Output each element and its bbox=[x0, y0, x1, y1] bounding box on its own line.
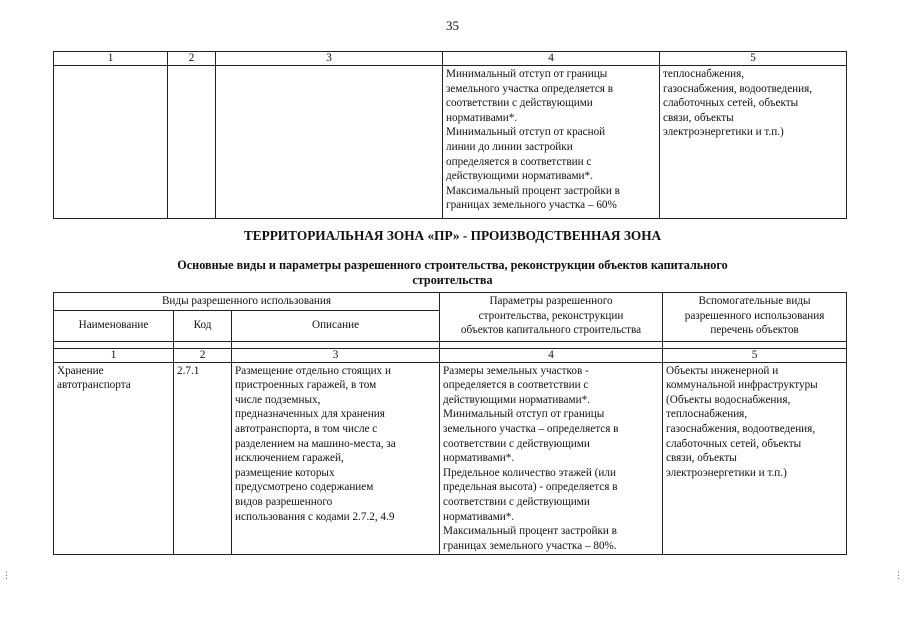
text-line: использования с кодами 2.7.2, 4.9 bbox=[235, 510, 395, 523]
text-line: газоснабжения, водоотведения, bbox=[666, 422, 816, 435]
text-line: нормативами*. bbox=[446, 111, 518, 124]
subtitle-line: Основные виды и параметры разрешенного строительства, реконструкции объектов капитального bbox=[177, 258, 728, 272]
text-line: числе подземных, bbox=[235, 393, 321, 406]
use-code-cell: 2.7.1 bbox=[174, 362, 232, 555]
column-number-row bbox=[54, 52, 847, 66]
text-line: электроэнергетики и т.п.) bbox=[666, 466, 787, 479]
col-number-5: 5 bbox=[660, 52, 847, 66]
text-line: видов разрешенного bbox=[235, 495, 333, 508]
text-line: размещение которых bbox=[235, 466, 335, 479]
text-line: автотранспорта, в том числе с bbox=[235, 422, 378, 435]
header-auxiliary bbox=[663, 293, 847, 342]
text-line: теплоснабжения, bbox=[663, 68, 745, 80]
subtitle-line: строительства bbox=[412, 273, 493, 287]
zone-title: ТЕРРИТОРИАЛЬНАЯ ЗОНА «ПР» - ПРОИЗВОДСТВЕННАЯ ЗОНА bbox=[243, 228, 662, 243]
text-line: автотранспорта bbox=[57, 379, 131, 392]
text-line: разделением на машино-места, за bbox=[235, 437, 396, 450]
header-use-types: Виды разрешенного использования bbox=[54, 293, 440, 311]
col-number-3: 3 bbox=[216, 52, 443, 66]
text-line: линии до линии застройки bbox=[446, 140, 573, 153]
spacer-row bbox=[54, 341, 847, 348]
text-line: соответствии с действующими bbox=[443, 437, 590, 450]
text-line: электроэнергетики и т.п.) bbox=[663, 126, 784, 139]
text-line: определяется в соответствии с bbox=[443, 379, 589, 392]
table-row bbox=[54, 362, 847, 555]
text-line: соответствии с действующими bbox=[446, 97, 593, 110]
text-line: действующими нормативами*. bbox=[443, 393, 590, 406]
use-name-cell bbox=[54, 362, 174, 555]
text-line: нормативами*. bbox=[443, 510, 515, 523]
scan-edge-mark-left: ⋮ bbox=[2, 570, 11, 580]
empty-cell bbox=[168, 66, 216, 219]
text-line: связи, объекты bbox=[666, 452, 737, 465]
col-number-1: 1 bbox=[54, 348, 174, 362]
col-number-2: 2 bbox=[174, 348, 232, 362]
spacer-cell bbox=[54, 341, 174, 348]
header-code: Код bbox=[174, 310, 232, 341]
permitted-use-table bbox=[53, 292, 847, 555]
use-description-cell bbox=[232, 362, 440, 555]
text-line: Объекты инженерной и bbox=[666, 364, 779, 377]
text-line: предназначенных для хранения bbox=[235, 408, 385, 421]
header-line: строительства, реконструкции bbox=[478, 309, 624, 322]
header-line: разрешенного использования bbox=[684, 309, 825, 322]
empty-cell bbox=[54, 66, 168, 219]
text-line: земельного участка – определяется в bbox=[443, 422, 619, 435]
spacer-cell bbox=[663, 341, 847, 348]
text-line: действующими нормативами*. bbox=[446, 170, 593, 183]
text-line: предельная высота) - определяется в bbox=[443, 481, 618, 494]
text-line: Размещение отдельно стоящих и bbox=[235, 364, 391, 377]
params-cell bbox=[443, 66, 660, 219]
use-parameters-cell bbox=[440, 362, 663, 555]
text-line: нормативами*. bbox=[443, 452, 515, 465]
spacer-cell bbox=[440, 341, 663, 348]
table-row bbox=[54, 66, 847, 219]
text-line: предусмотрено содержанием bbox=[235, 481, 374, 494]
header-row bbox=[54, 293, 847, 311]
section-subtitle bbox=[60, 258, 845, 288]
text-line: (Объекты водоснабжения, bbox=[666, 393, 791, 406]
text-line: Минимальный отступ от границы bbox=[446, 68, 608, 80]
text-line: слаботочных сетей, объекты bbox=[666, 437, 802, 450]
text-line: газоснабжения, водоотведения, bbox=[663, 82, 813, 95]
text-line: теплоснабжения, bbox=[666, 408, 748, 421]
text-line: слаботочных сетей, объекты bbox=[663, 97, 799, 110]
spacer-cell bbox=[232, 341, 440, 348]
text-line: земельного участка определяется в bbox=[446, 82, 614, 95]
header-name: Наименование bbox=[54, 310, 174, 341]
text-line: Минимальный отступ от красной bbox=[446, 126, 606, 139]
continuation-table bbox=[53, 51, 847, 219]
header-description: Описание bbox=[232, 310, 440, 341]
text-line: границах земельного участка – 60% bbox=[446, 199, 617, 212]
col-number-4: 4 bbox=[440, 348, 663, 362]
header-line: Параметры разрешенного bbox=[489, 295, 613, 307]
text-line: Хранение bbox=[57, 364, 104, 377]
column-number-row bbox=[54, 348, 847, 362]
page-number: 35 bbox=[446, 18, 459, 33]
text-line: Размеры земельных участков - bbox=[443, 364, 589, 377]
header-line: Вспомогательные виды bbox=[698, 295, 811, 307]
aux-objects-cell bbox=[660, 66, 847, 219]
empty-cell bbox=[216, 66, 443, 219]
aux-objects-cell bbox=[663, 362, 847, 555]
header-line: объектов капитального строительства bbox=[460, 324, 642, 337]
text-line: коммунальной инфраструктуры bbox=[666, 379, 818, 392]
col-number-5: 5 bbox=[663, 348, 847, 362]
scan-edge-mark-right: ⋮ bbox=[894, 570, 903, 580]
text-line: Минимальный отступ от границы bbox=[443, 408, 605, 421]
text-line: пристроенных гаражей, в том bbox=[235, 379, 377, 392]
text-line: связи, объекты bbox=[663, 111, 734, 124]
text-line: границах земельного участка – 80%. bbox=[443, 539, 617, 552]
col-number-2: 2 bbox=[168, 52, 216, 66]
col-number-1: 1 bbox=[54, 52, 168, 66]
spacer-cell bbox=[174, 341, 232, 348]
col-number-3: 3 bbox=[232, 348, 440, 362]
header-parameters bbox=[440, 293, 663, 342]
text-line: соответствии с действующими bbox=[443, 495, 590, 508]
text-line: определяется в соответствии с bbox=[446, 155, 592, 168]
text-line: исключением гаражей, bbox=[235, 452, 344, 465]
text-line: Максимальный процент застройки в bbox=[446, 184, 620, 197]
text-line: Максимальный процент застройки в bbox=[443, 525, 617, 538]
text-line: Предельное количество этажей (или bbox=[443, 466, 616, 479]
header-line: перечень объектов bbox=[710, 324, 799, 337]
col-number-4: 4 bbox=[443, 52, 660, 66]
